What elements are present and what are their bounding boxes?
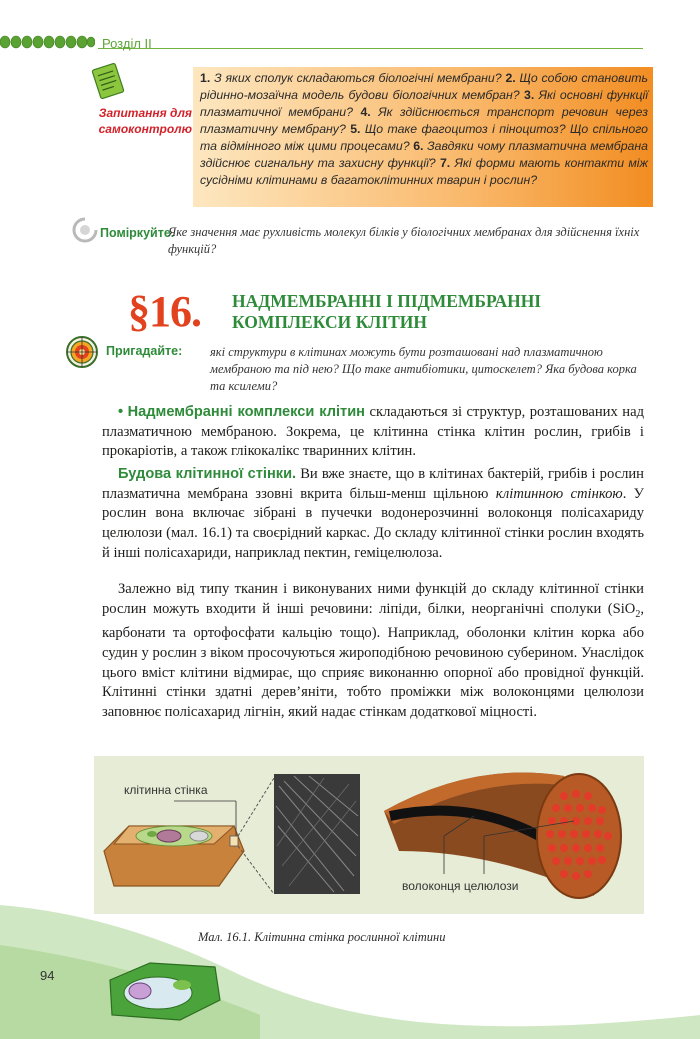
page-number: 94	[40, 968, 55, 983]
think-label: Поміркуйте.	[100, 226, 175, 240]
recall-label: Пригадайте:	[106, 344, 183, 358]
section-title: Розділ ІІ	[102, 36, 152, 51]
body-paragraph-3: Залежно від типу тканин і виконуваних ними функцій до складу клітинної стінки рослин можуть входити й інші речовини: ліпіди, білки, неорганічні сполуки (SiO$_2$, карбонати та ортофосфати кальцію тощо). Наприклад, оболонки клітин корка або судин у рослин з віком просочуються жироподібною речовиною суберином. Унаслідок цього вміст клітини відмирає, що сприяє виконанню опорної або провідної функцій. Клітинні стінки здатні дерев’яніти, тобто проміжки між волоконцями целюлози заповнює полісахарид лігнін, який надає стінкам додаткової міцності.	[102, 581, 644, 721]
micrograph	[274, 774, 360, 894]
header-rule	[98, 48, 643, 49]
figure-caption: Мал. 16.1. Клітинна стінка рослинної клітини	[198, 930, 446, 944]
cell-wall-illustration	[94, 756, 644, 914]
notebook-icon	[88, 62, 128, 100]
plant-cell-drawing	[104, 826, 244, 886]
body-paragraph-1: • Надмембранні комплекси клітин складаються зі структур, розташованих над плазматичною мембраною. Зокрема, це клітинна стінка клітин рослин, грибів і прокаріотів, а також глікокалікс тваринних клітин.	[102, 404, 644, 460]
term-supramembrane: Надмембранні комплекси клітин	[127, 404, 365, 420]
paragraph-title: НАДМЕМБРАННІ І ПІДМЕМБРАННІ КОМПЛЕКСИ КЛІТИН	[232, 291, 542, 332]
paragraph-number: §16.	[128, 287, 201, 336]
label-cellulose-fibers: волоконця целюлози	[402, 879, 519, 893]
questions-text: 1. З яких сполук складаються біологічні мембрани? 2. Що собою становить рідинно-мозаїчна модель будови біологічних мембран? 3. Які основні функції плазматичної мембрани? 4. Як здійснюється транспорт речовин через плазматичну мембрану? 5. Що таке фагоцитоз і піноцитоз? Що спільного та відмінного між цими процесами? 6. Завдяки чому плазматична мембрана здійснює сигнальну та захисну функції? 7. Які форми мають контакти між сусідніми клітинами в багатоклітинних тварин і рослин?	[200, 71, 649, 187]
target-icon	[64, 334, 100, 370]
subheading-cell-wall: Будова клітинної стінки.	[118, 466, 297, 482]
questions-label: Запитання для самоконтролю	[98, 106, 192, 136]
recall-text: які структури в клітинах можуть бути розташовані над плазматичною мембраною та під нею? Що таке антибіотики, цитоскелет? Яка будова корка та ксилеми?	[210, 345, 637, 393]
header-bead-chain	[0, 33, 95, 51]
page-bottom-decoration	[0, 905, 700, 1039]
think-text: Яке значення має рухливість молекул білків у біологічних мембранах для здійснення їхніх функцій?	[168, 225, 640, 256]
body-paragraph-2: Будова клітинної стінки. Ви вже знаєте, що в клітинах бактерій, грибів і рослин плазматична мембрана ззовні вкрита більш-менш щільною клітинною стінкою. У рослин вона включає зібрані в пучечки водонерозчинні волоконця полісахариду целюлози (мал. 16.1) та своєрідний каркас. До складу клітинної стінки рослин входять й інші полісахариди, наприклад пектин, геміцелюлоза.	[102, 466, 644, 561]
label-cell-wall: клітинна стінка	[124, 783, 208, 797]
think-icon	[70, 215, 100, 245]
